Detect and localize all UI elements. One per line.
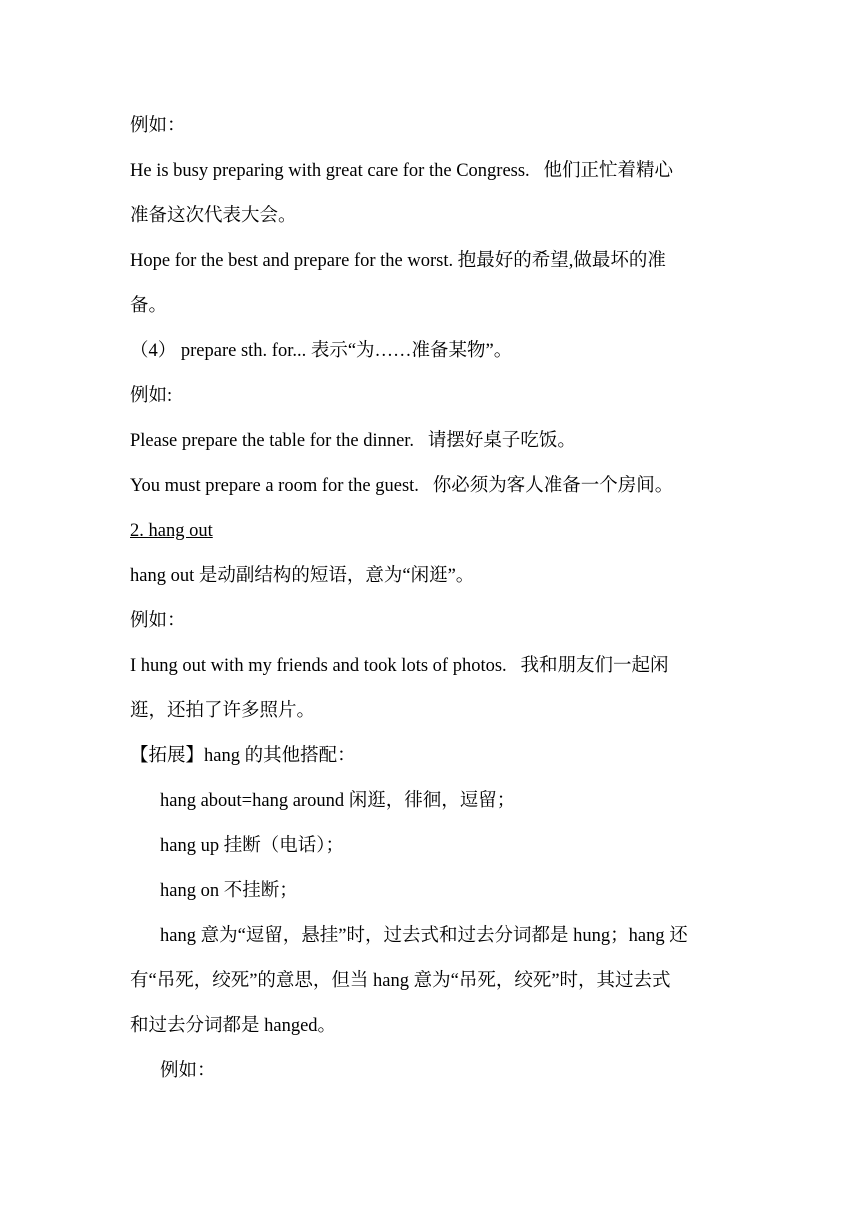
text-line: 例如: [130,386,173,406]
text-line: You must prepare a room for the guest. 你必须为客人准备一个房间。 [130,476,674,496]
section-heading-hang-out [130,509,740,554]
text-line: hang 意为“逗留，悬挂”时，过去式和过去分词都是 hung；hang 还 [160,926,688,946]
text-line: hang up 挂断（电话）； [160,836,344,856]
text-line: 【拓展】hang 的其他搭配： [130,746,356,766]
text-line: hang out 是动副结构的短语，意为“闲逛”。 [130,566,475,586]
text-line: 准备这次代表大会。 [130,206,297,226]
text-line: Please prepare the table for the dinner. 请摆好桌子吃饭。 [130,431,576,451]
text-line: 备。 [130,296,168,316]
text-line: I hung out with my friends and took lots of photos. 我和朋友们一起闲 [130,656,669,676]
section-heading-text: 2. hang out [130,521,213,541]
text-line: 逛，还拍了许多照片。 [130,701,316,721]
text-line: hang about=hang around 闲逛，徘徊，逗留； [160,791,516,811]
text-line: 例如： [130,611,186,631]
text-line: 有“吊死，绞死”的意思，但当 hang 意为“吊死，绞死”时，其过去式 [130,971,671,991]
text-line: He is busy preparing with great care for the Congress. 他们正忙着精心 [130,161,674,181]
document-page [130,104,740,1094]
text-line: 例如： [160,1061,216,1081]
text-line: 和过去分词都是 hanged。 [130,1016,337,1036]
text-line: Hope for the best and prepare for the worst. 抱最好的希望,做最坏的准 [130,251,666,271]
text-line: hang on 不挂断； [160,881,298,901]
text-line: 例如： [130,116,186,136]
text-line: （4） prepare sth. for... 表示“为……准备某物”。 [130,341,513,361]
